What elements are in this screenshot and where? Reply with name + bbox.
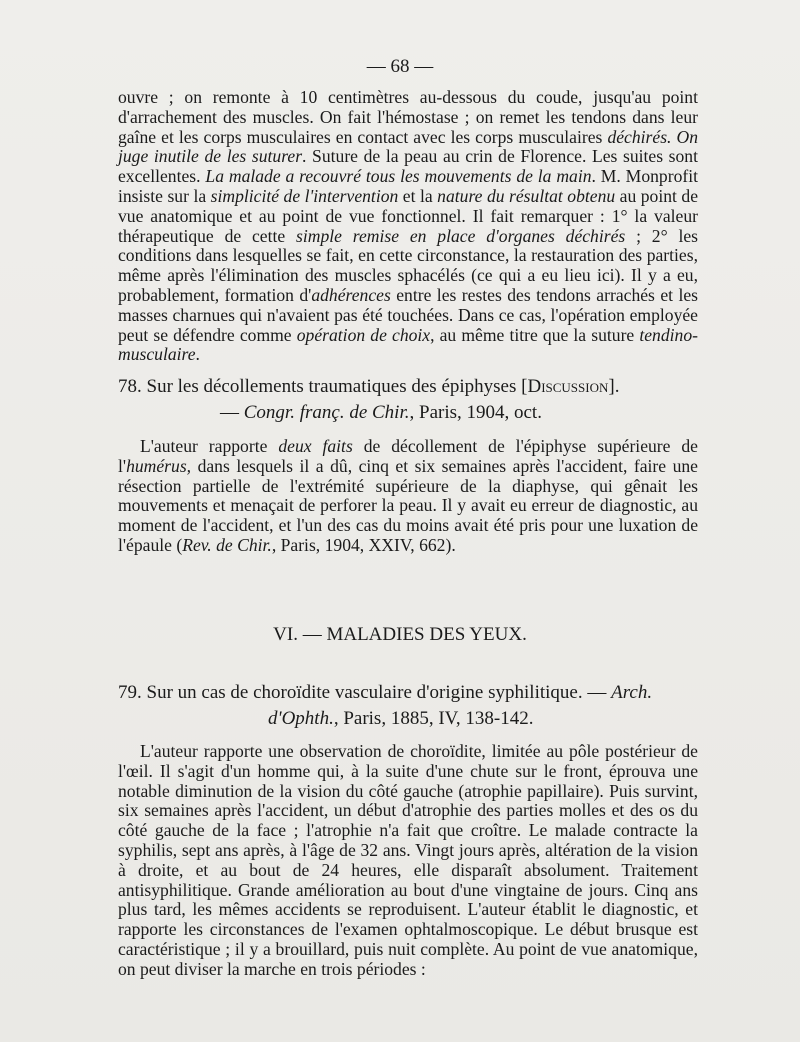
entry-78-source: — Congr. franç. de Chir., Paris, 1904, oct. [220,402,542,423]
entry-79-heading [118,680,698,732]
paragraph-1-text: ouvre ; on remonte à 10 centimètres au-dessous du coude, jusqu'au point d'arrachement des muscles. On fait l'hémostase ; on remet les tendons dans leur gaîne et les corps musculaires en contact avec les corps musculaires déchirés. On juge inutile de les suturer. Suture de la peau au crin de Florence. Les suites sont excellentes. La malade a recouvré tous les mouvements de la main. M. Monprofit insiste sur la simplicité de l'intervention et la nature du résultat obtenu au point de vue anatomique et au point de vue fonctionnel. Il fait remarquer : 1° la valeur thérapeutique de cette simple remise en place d'organes déchirés ; 2° les conditions dans lesquelles se fait, en cette circonstance, la restauration des parties, même après l'élimination des muscles sphacélés (ce qui a eu lieu ici). Il y a eu, probablement, formation d'adhérences entre les restes des tendons arrachés et les masses charnues qui n'avaient pas été touchées. Dans ce cas, l'opération employée peut se défendre comme opération de choix, au même titre que la suture tendino-musculaire. [118,87,699,365]
paragraph-2-text: L'auteur rapporte deux faits de décollement de l'épiphyse supérieure de l'humérus, dans lesquels il a dû, cinq et six semaines après l'accident, faire une résection partielle de l'extrémité supérieure de la diaphyse, qui gênait les mouvements et menaçait de perforer la peau. Il y avait eu erreur de diagnostic, au moment de l'accident, et l'un des cas du moins avait été pris pour une luxation de l'épaule (Rev. de Chir., Paris, 1904, XXIV, 662). [118,436,698,555]
paragraph-3-text: L'auteur rapporte une observation de choroïdite, limitée au pôle postérieur de l'œil. Il s'agit d'un homme qui, à la suite d'une chute sur le front, éprouva une notable diminution de la vision du côté gauche (atrophie papillaire). Puis survint, six semaines après l'accident, un début d'atrophie des parties molles et des os du côté gauche de la face ; l'atrophie n'a fait que croître. Le malade contracte la syphilis, sept ans après, à l'âge de 32 ans. Vingt jours après, altération de la vision à droite, et au bout de 24 heures, elle disparaît absolument. Traitement antisyphilitique. Grande amélioration au bout d'une vingtaine de jours. Cinq ans plus tard, les mêmes accidents se reproduisent. L'auteur établit le diagnostic, et rapporte les circonstances de l'examen ophtalmoscopique. Le début brusque est caractéristique ; il y a brouillard, puis nuit complète. Au point de vue anatomique, on peut diviser la marche en trois périodes : [118,741,698,979]
entry-78-heading [118,374,698,426]
entry-79-abstract [118,742,698,980]
paragraph-continued [118,88,698,365]
page-number: — 68 — [366,56,434,77]
entry-79-source: d'Ophth., Paris, 1885, IV, 138-142. [268,708,534,729]
entry-78-abstract [118,437,698,556]
entry-79-title: 79. Sur un cas de choroïdite vasculaire d'origine syphilitique. — Arch. [118,682,653,703]
entry-78-title: 78. Sur les décollements traumatiques des épiphyses [Discussion]. [118,376,620,397]
section-title: VI. — MALADIES DES YEUX. [273,624,527,645]
